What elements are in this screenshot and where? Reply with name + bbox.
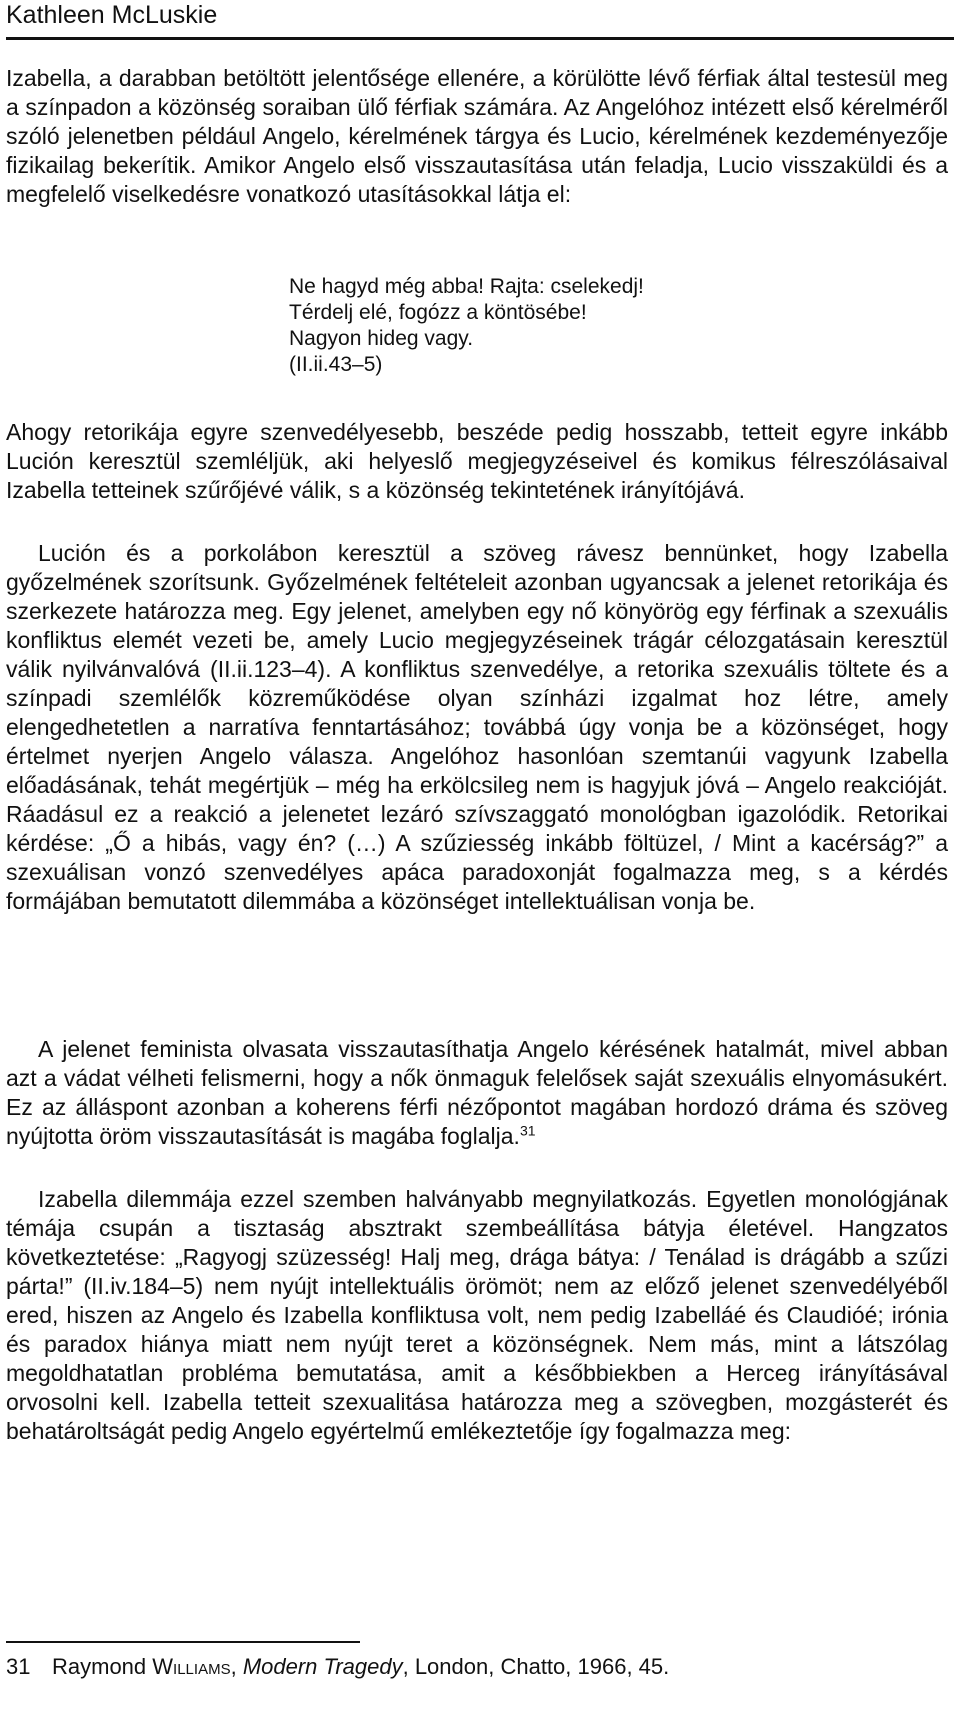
running-header: Kathleen McLuskie: [6, 1, 218, 29]
paragraph-2: Ahogy retorikája egyre szenvedélyesebb, beszéde pedig hosszabb, tetteit egyre inkább Lución keresztül szemléljük, aki helyeslő megjegyzéseivel és komikus félreszólásaival Izabella tetteinek szűrőjévé válik, s a közönség tekintetének irányítójává.: [6, 419, 948, 503]
footnote-author-last: Williams: [152, 1654, 231, 1679]
paragraph-3: Lución és a porkolábon keresztül a szöveg rávesz bennünket, hogy Izabella győzelmének szorítsunk. Győzelmének feltételeit azonban ugyancsak a jelenet retorikája és szerkezete határozza meg. Egy jelenet, amelyben egy nő könyörög egy férfinak a szexuális konfliktus elemét vezeti be, amely Lucio megjegyzéseinek trágár célozgatásain keresztül válik nyilvánvalóvá (II.ii.123–4). A konfliktus szenvedélye, a retorika szexuális töltete és a színpadi szemlélők közreműködése olyan színházi izgalmat hoz létre, amely elengedhetetlen a narratíva fenntartásához; továbbá úgy vonja be a közönséget, hogy értelmet nyerjen Angelo válasza. Angelóhoz hasonlóan szemtanúi vagyunk Izabella előadásának, tehát megértjük – még ha erkölcsileg nem is hagyjuk jóvá – Angelo reakcióját. Ráadásul ez a reakció a jelenetet lezáró szívszaggató monológban igazolódik. Retorikai kérdése: „Ő a hibás, vagy én? (…) A szűziesség inkább föltüzel, / Mint a kacérság?” a szexuálisan vonzó szenvedélyes apáca paradoxonját fogalmazza meg, s a kérdés formájában bemutatott dilemmába a közönséget intellektuálisan vonja be.: [6, 540, 948, 914]
quote-citation: (II.ii.43–5): [289, 353, 383, 376]
footnote-title: Modern Tragedy: [242, 1654, 403, 1679]
paragraph-4-text: A jelenet feminista olvasata visszautasíthatja Angelo kérésének hatalmát, mivel abban azt a vádat vélheti felismerni, hogy a nők önmaguk felelősek saját szexuális elnyomásukért. Ez az álláspont azonban a koherens férfi nézőpontot magában hordozó dráma és szöveg nyújtotta öröm visszautasítását is magába foglalja.: [6, 1036, 948, 1149]
footnote-rule: [6, 1641, 360, 1643]
header-rule: [6, 37, 954, 40]
footnote-author-first: Raymond: [52, 1654, 147, 1679]
paragraph-5: Izabella dilemmája ezzel szemben halványabb megnyilatkozás. Egyetlen monológjának témája csupán a tisztaság absztrakt szembeállítása bátyja életével. Hangzatos következtetése: „Ragyogj szüzesség! Halj meg, drága bátya: / Tenálad is drágább a szűzi párta!” (II.iv.184–5) nem nyújt intellektuális örömöt; nem az előző jelenet szenvedélyéből ered, hiszen az Angelo és Izabella konfliktusa volt, nem pedig Izabelláé és Claudióé; irónia és paradox hiánya miatt nem nyújt teret a közönségnek. Nem más, mint a látszólag megoldhatatlan probléma bemutatása, amit a későbbiekben a Herceg irányításával orvosolni kell. Izabella tetteit szexualitása határozza meg a szövegben, mozgásterét és behatároltságát pedig Angelo egyértelmű emlékeztetője így fogalmazza meg:: [6, 1186, 948, 1444]
footnote-publication: , London, Chatto, 1966, 45.: [402, 1654, 670, 1679]
quote-line-3: Nagyon hideg vagy.: [289, 327, 474, 350]
paragraph-4: [6, 1035, 948, 1151]
quote-line-1: Ne hagyd még abba! Rajta: cselekedj!: [289, 275, 644, 298]
quote-line-2: Térdelj elé, fogózz a köntösébe!: [289, 301, 587, 324]
footnote: 31 Raymond Williams, Modern Tragedy, London, Chatto, 1966, 45.: [6, 1654, 670, 1679]
footnote-number: 31: [6, 1654, 31, 1679]
paragraph-1: Izabella, a darabban betöltött jelentősége ellenére, a körülötte lévő férfiak által testesül meg a színpadon a közönség soraiban ülő férfiak számára. Az Angelóhoz intézett első kérelméről szóló jelenetben például Angelo, kérelmének tárgya és Lucio, kérelmének kezdeményezője fizikailag bekerítik. Amikor Angelo első visszautasítása után feladja, Lucio visszaküldi és a megfelelő viselkedésre vonatkozó utasításokkal látja el:: [6, 65, 948, 207]
footnote-reference: 31: [519, 1122, 536, 1139]
verse-quote: [289, 274, 644, 378]
